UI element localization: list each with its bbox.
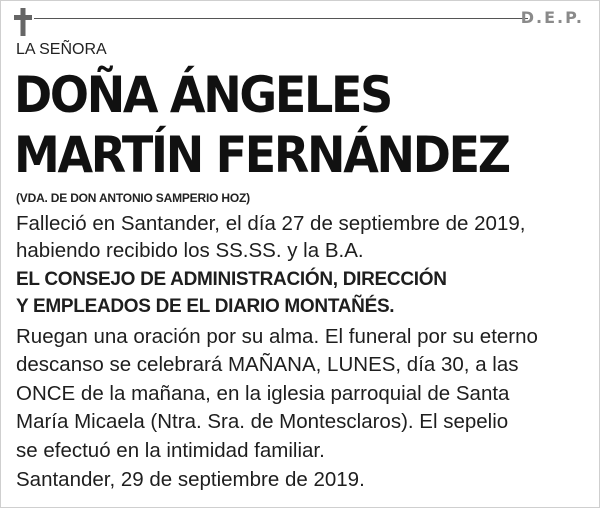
- death-paragraph: [16, 210, 596, 264]
- header-rule: [34, 18, 528, 19]
- family-paragraph: [16, 266, 596, 320]
- title-prefix: LA SEÑORA: [16, 41, 107, 58]
- death-line: Falleció en Santander, el día 27 de septiembre de 2019,: [16, 212, 526, 235]
- request-line: descanso se celebrará MAÑANA, LUNES, día 30, a las: [16, 353, 519, 377]
- place-date: Santander, 29 de septiembre de 2019.: [16, 468, 365, 491]
- request-paragraph: [16, 323, 596, 465]
- cross-icon: [12, 8, 34, 36]
- family-line: EL CONSEJO DE ADMINISTRACIÓN, DIRECCIÓN: [16, 269, 447, 290]
- dep-label: D.E.P.: [520, 8, 584, 27]
- deceased-name-line2: MARTÍN FERNÁNDEZ: [14, 126, 509, 184]
- deceased-name-line1: DOÑA ÁNGELES: [14, 66, 391, 124]
- request-line: ONCE de la mañana, en la iglesia parroquial de Santa: [16, 381, 510, 405]
- request-line: María Micaela (Ntra. Sra. de Montesclaros). El sepelio: [16, 410, 509, 434]
- widow-of-note: (VDA. DE DON ANTONIO SAMPERIO HOZ): [16, 191, 250, 205]
- request-line: Ruegan una oración por su alma. El funeral por su eterno: [16, 325, 538, 348]
- request-line: se efectuó en la intimidad familiar.: [16, 438, 325, 462]
- death-line: habiendo recibido los SS.SS. y la B.A.: [16, 239, 364, 262]
- family-line: Y EMPLEADOS DE EL DIARIO MONTAÑÉS.: [16, 296, 395, 317]
